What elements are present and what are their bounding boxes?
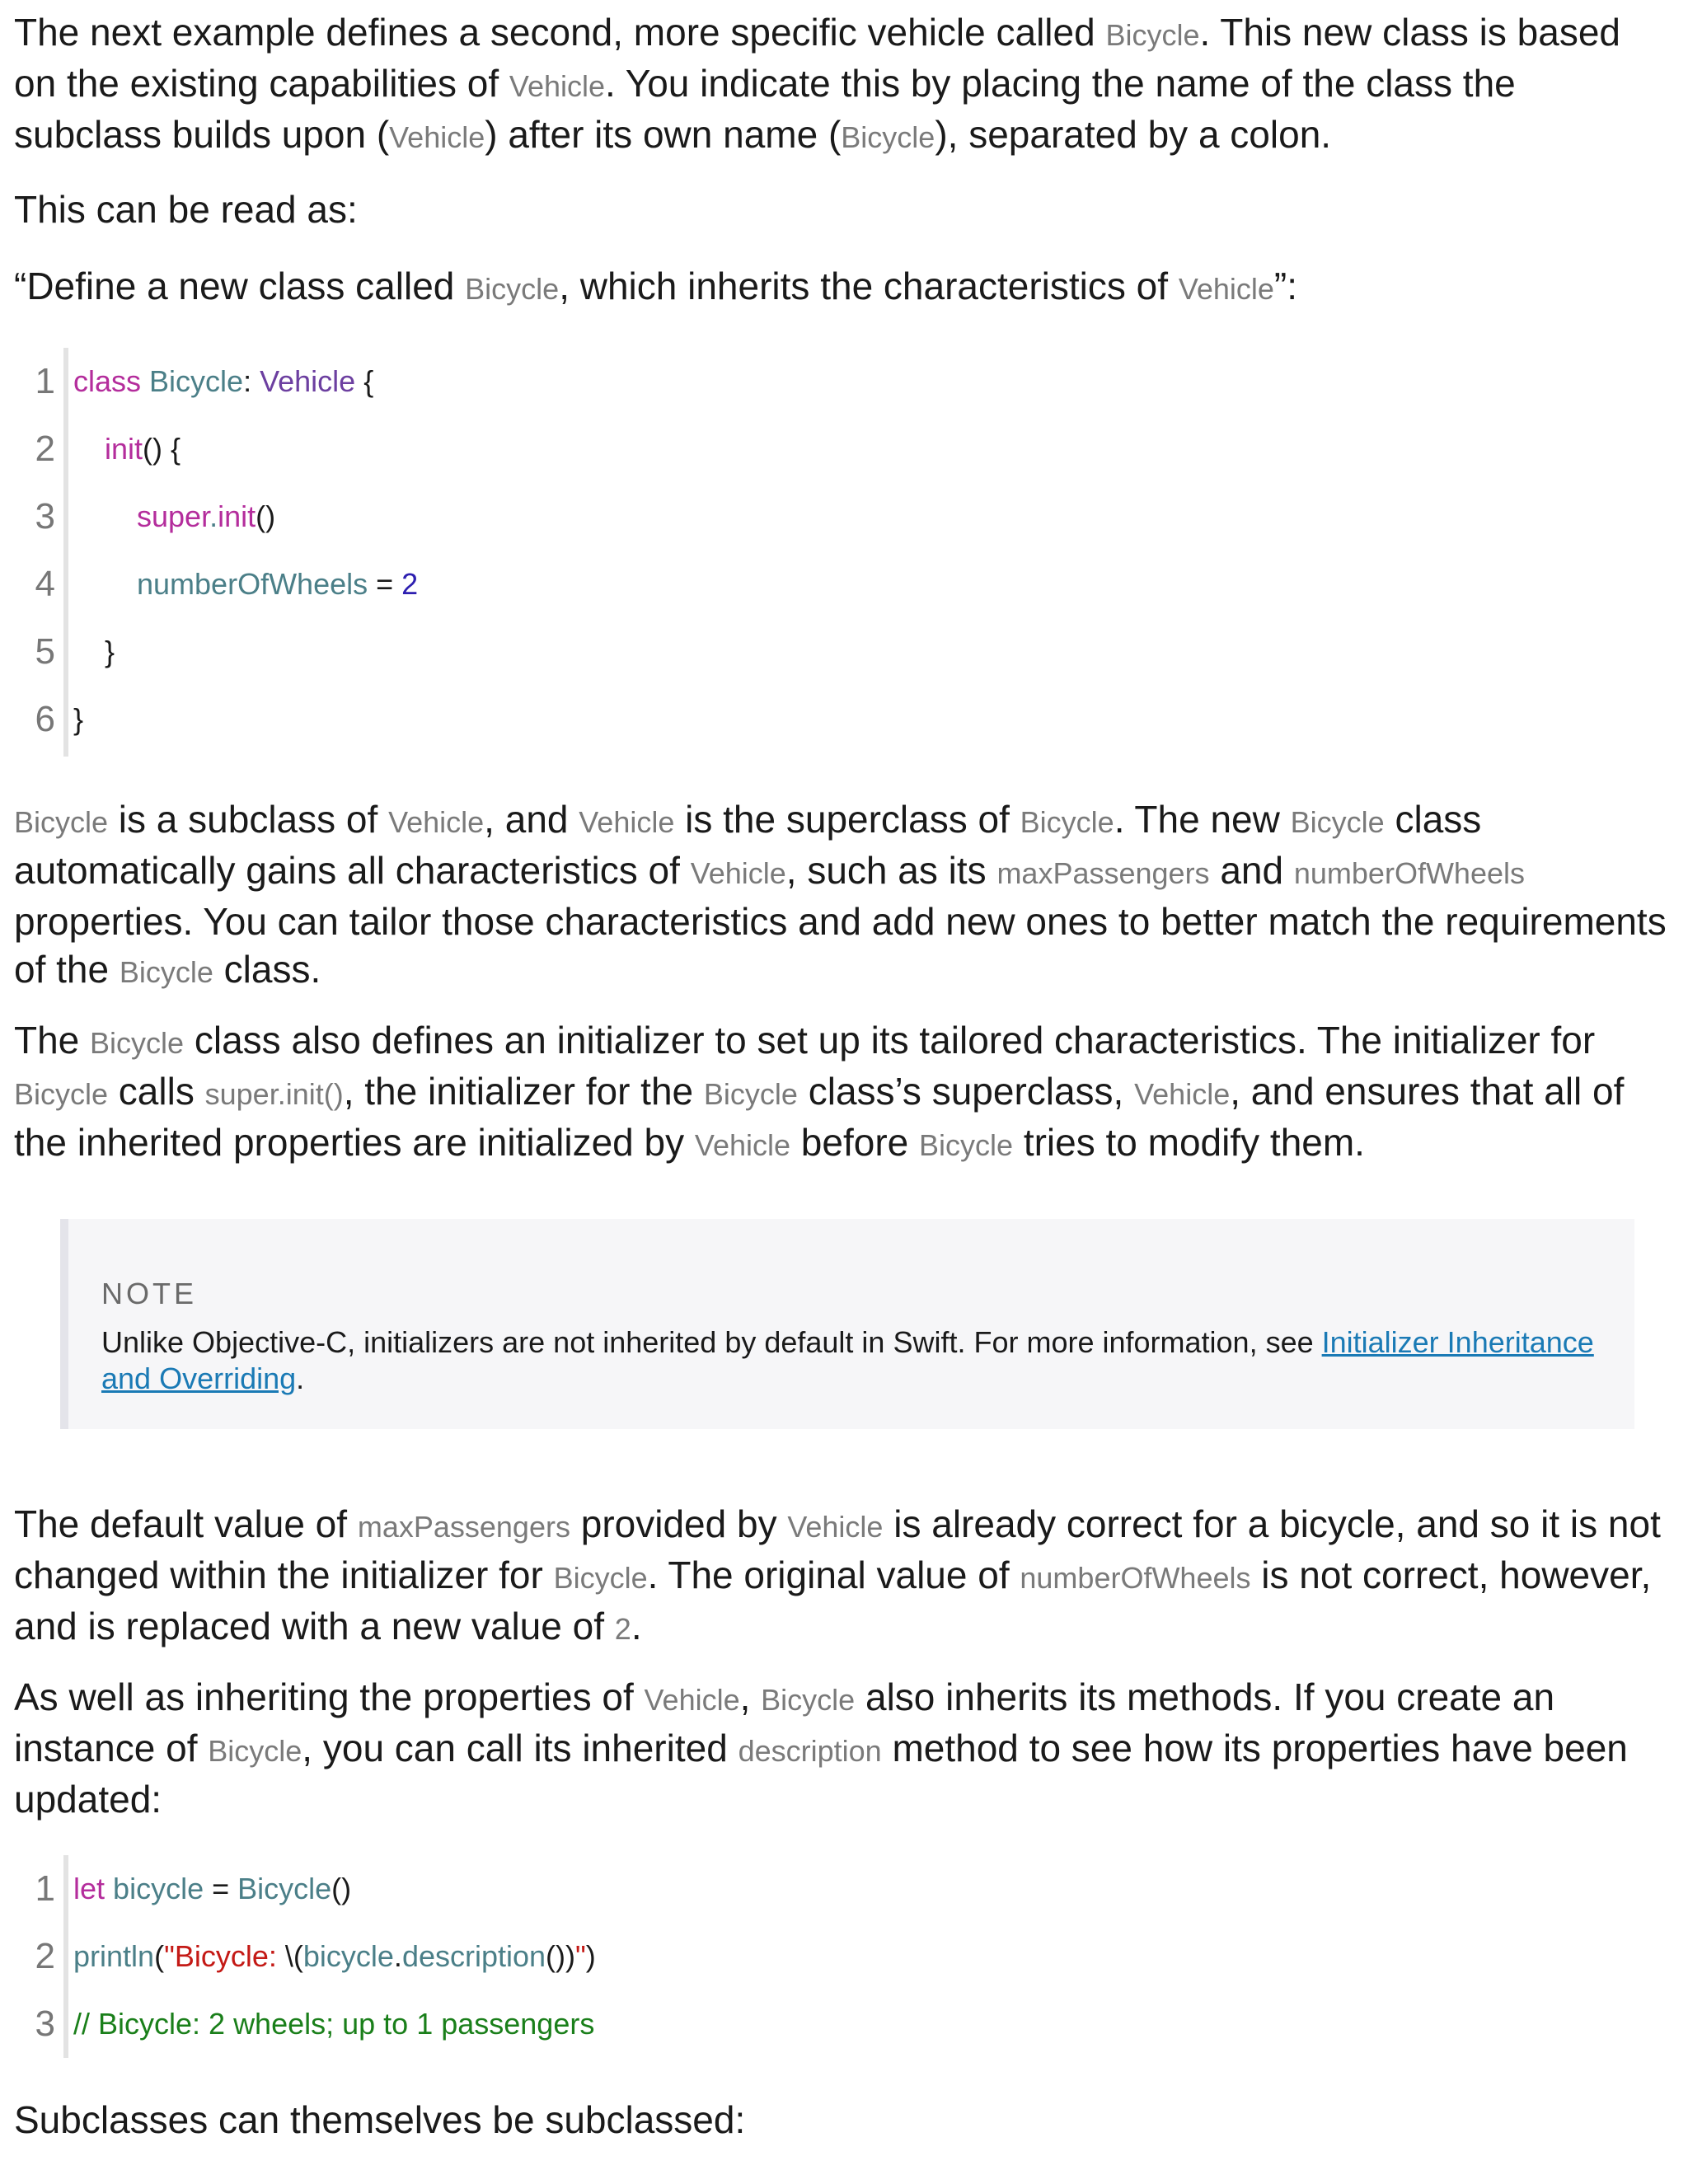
paragraph-initializer-explanation — [14, 1016, 1671, 1169]
comment: // Bicycle: 2 wheels; up to 1 passengers — [73, 2007, 595, 2041]
inline-code: Vehicle — [690, 856, 786, 890]
text: is a subclass of — [108, 798, 389, 841]
paragraph-subclass-explanation — [14, 795, 1671, 996]
text: , and ensures that all of the inherited properties are initialized by — [14, 1070, 1625, 1164]
code-line — [14, 483, 1671, 551]
line-number: 1 — [35, 361, 55, 401]
code-text — [73, 1923, 596, 1990]
code-text — [73, 348, 373, 415]
property-name: numberOfWheels — [137, 567, 368, 601]
method-name: description — [401, 1939, 546, 1973]
inline-code: Bicycle — [553, 1561, 648, 1595]
text: The — [14, 1019, 91, 1062]
text: , such as its — [785, 849, 997, 892]
function-name: init — [105, 432, 143, 466]
text: calls — [108, 1070, 205, 1113]
inline-code: Bicycle — [1105, 18, 1200, 52]
text: is not correct, however, and is replaced with a new value of — [14, 1554, 1652, 1647]
line-number: 5 — [35, 631, 55, 672]
inline-code: Bicycle — [919, 1128, 1014, 1162]
code-line — [14, 415, 1671, 483]
punctuation: () — [331, 1872, 352, 1905]
space — [141, 364, 149, 398]
inline-code: Bicycle — [1290, 805, 1385, 839]
text: is the superclass of — [674, 798, 1020, 841]
text: class’s superclass, — [797, 1070, 1135, 1113]
space — [105, 1872, 113, 1905]
line-number: 6 — [35, 699, 55, 739]
code-text — [73, 686, 83, 753]
punctuation: () — [256, 499, 276, 533]
code-line — [14, 618, 1671, 686]
punctuation: : — [243, 364, 260, 398]
inline-code: Bicycle — [703, 1077, 798, 1111]
code-text — [73, 1855, 351, 1923]
inline-code: Vehicle — [644, 1683, 740, 1717]
type-name: Bicycle — [237, 1872, 332, 1905]
code-block-bicycle-instance — [14, 1855, 1671, 2058]
inline-code: numberOfWheels — [1293, 856, 1525, 890]
paragraph-definition-quote — [14, 262, 1671, 313]
text: As well as inheriting the properties of — [14, 1675, 645, 1718]
text: . This new class is based on the existing capabilities of — [14, 11, 1621, 105]
function-name: println — [73, 1939, 155, 1973]
text: tries to modify them. — [1013, 1121, 1365, 1164]
text: class also defines an initializer to set up its tailored characteristics. The initializer for — [184, 1019, 1596, 1062]
inline-code: Vehicle — [694, 1128, 791, 1162]
inline-code: numberOfWheels — [1020, 1561, 1251, 1595]
text: , the initializer for the — [343, 1070, 704, 1113]
inline-code: Bicycle — [119, 955, 213, 989]
text: , which inherits the characteristics of — [559, 265, 1179, 307]
operator: = — [204, 1872, 238, 1905]
text: , and — [484, 798, 579, 841]
inline-code: Vehicle — [509, 69, 606, 103]
line-number: 2 — [35, 429, 55, 469]
code-line — [14, 551, 1671, 618]
code-block-bicycle-class — [14, 348, 1671, 757]
text: and — [1209, 849, 1294, 892]
text: , you can call its inherited — [302, 1727, 738, 1769]
code-line — [14, 348, 1671, 415]
punctuation: . — [209, 499, 218, 533]
keyword: class — [73, 364, 142, 398]
inline-code: 2 — [614, 1612, 631, 1646]
paragraph-default-values — [14, 1500, 1671, 1653]
text: The default value of — [14, 1502, 358, 1545]
punctuation: . — [393, 1939, 402, 1973]
text: is already correct for a bicycle, and so it is not changed within the initializer for — [14, 1502, 1661, 1596]
inline-code: Bicycle — [14, 1077, 109, 1111]
text: “Define a new class called — [14, 265, 466, 307]
inline-code: Bicycle — [761, 1683, 856, 1717]
paragraph-intro — [14, 8, 1671, 162]
interpolation: \( — [284, 1939, 303, 1973]
text: , — [739, 1675, 762, 1718]
code-line — [14, 1855, 1671, 1923]
code-text — [105, 415, 181, 483]
inline-code: Bicycle — [90, 1026, 185, 1060]
string-literal: " — [575, 1939, 586, 1973]
type-name: Bicycle — [149, 364, 244, 398]
text: The next example defines a second, more specific vehicle called — [14, 11, 1106, 54]
note-title: NOTE — [101, 1277, 198, 1310]
variable-name: bicycle — [113, 1872, 204, 1905]
inline-code: Bicycle — [14, 805, 109, 839]
inline-code: maxPassengers — [996, 856, 1210, 890]
inline-code: Vehicle — [1178, 272, 1274, 306]
line-number: 4 — [35, 564, 55, 604]
number-literal: 2 — [401, 567, 419, 601]
function-name: init — [218, 499, 256, 533]
inline-code: description — [738, 1734, 882, 1768]
inline-code: Vehicle — [389, 120, 485, 154]
code-text — [105, 618, 115, 686]
link-initializer-inheritance[interactable]: Initializer Inheritance and Overriding — [101, 1325, 1594, 1395]
note-callout — [60, 1219, 1634, 1429]
note-text: Unlike Objective-C, initializers are not inherited by default in Swift. For more information, see — [101, 1325, 1322, 1359]
line-number: 2 — [35, 1936, 55, 1976]
operator: = — [368, 567, 402, 601]
punctuation: ()) — [546, 1939, 575, 1973]
keyword: let — [73, 1872, 106, 1905]
punctuation: ) — [585, 1939, 596, 1973]
text: class. — [213, 948, 321, 991]
paragraph-subclasses-subclassed — [14, 2096, 1671, 2144]
text: properties. You can tailor those characteristics and add new ones to better match the requirements of the — [14, 900, 1667, 991]
code-line — [14, 1923, 1671, 1990]
supertype-name: Vehicle — [260, 364, 356, 398]
text: . The new — [1114, 798, 1291, 841]
text: . — [631, 1605, 642, 1647]
punctuation: ( — [154, 1939, 165, 1973]
inline-code: maxPassengers — [357, 1510, 570, 1544]
inline-code: Bicycle — [208, 1734, 302, 1768]
line-number: 1 — [35, 1868, 55, 1909]
line-number: 3 — [35, 496, 55, 537]
inline-code: Vehicle — [787, 1510, 884, 1544]
text: Subclasses can themselves be subclassed: — [14, 2098, 746, 2141]
inline-code: Bicycle — [1020, 805, 1114, 839]
line-number: 3 — [35, 2004, 55, 2044]
text: ), separated by a colon. — [935, 113, 1332, 156]
variable-name: bicycle — [302, 1939, 394, 1973]
code-line — [14, 1990, 1671, 2058]
note-body — [101, 1324, 1601, 1397]
code-text — [137, 551, 418, 618]
note-text: . — [296, 1361, 305, 1395]
punctuation: } — [73, 702, 84, 736]
inline-code: Bicycle — [465, 272, 560, 306]
paragraph-read-as — [14, 185, 1671, 233]
inline-code: super.init() — [204, 1077, 344, 1111]
text: ”: — [1273, 265, 1298, 307]
inline-code: Vehicle — [579, 805, 675, 839]
code-text — [137, 483, 275, 551]
inline-code: Bicycle — [841, 120, 935, 154]
text: method to see how its properties have been updated: — [14, 1727, 1628, 1821]
punctuation: { — [355, 364, 374, 398]
inline-code: Vehicle — [1134, 1077, 1231, 1111]
text: before — [790, 1121, 920, 1164]
text: provided by — [570, 1502, 788, 1545]
punctuation: } — [105, 635, 115, 668]
text: This can be read as: — [14, 188, 358, 231]
code-text — [73, 1990, 594, 2058]
punctuation: () { — [143, 432, 181, 466]
code-line — [14, 686, 1671, 753]
paragraph-inherited-methods — [14, 1673, 1671, 1823]
keyword: super — [137, 499, 210, 533]
text: . The original value of — [647, 1554, 1020, 1596]
text: ) after its own name ( — [485, 113, 842, 156]
inline-code: Vehicle — [388, 805, 485, 839]
text: class automatically gains all characteristics of — [14, 798, 1482, 892]
string-literal: "Bicycle: — [164, 1939, 285, 1973]
text: . You indicate this by placing the name of the class the subclass builds upon ( — [14, 62, 1516, 156]
text: also inherits its methods. If you create an instance of — [14, 1675, 1555, 1769]
